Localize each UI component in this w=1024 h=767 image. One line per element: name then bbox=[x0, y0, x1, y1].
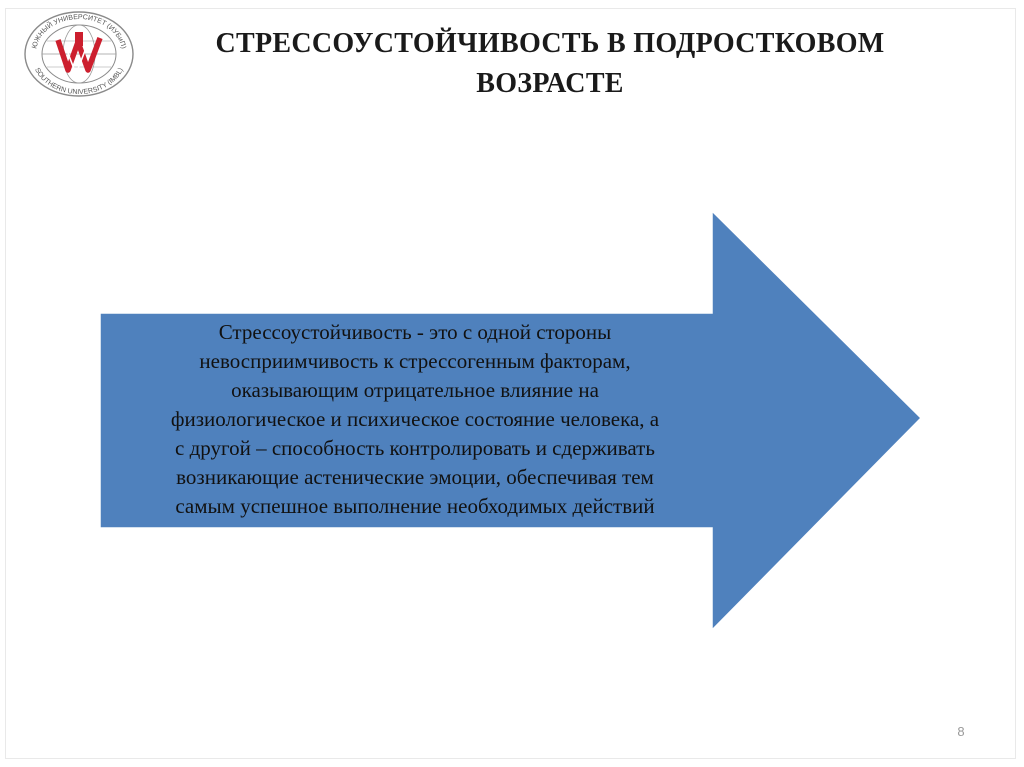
definition-line-6: возникающие астенические эмоции, обеспечивая тем bbox=[176, 465, 654, 489]
page-number: 8 bbox=[957, 724, 965, 739]
definition-line-5: с другой – способность контролировать и сдерживать bbox=[175, 436, 655, 460]
definition-text bbox=[130, 318, 700, 521]
slide-title-line-2: ВОЗРАСТЕ bbox=[476, 68, 624, 99]
slide-title-line-1: СТРЕССОУСТОЙЧИВОСТЬ В ПОДРОСТКОВОМ bbox=[215, 28, 885, 59]
logo-ring-text-bottom: SOUTHERN UNIVERSITY (IMBL) bbox=[33, 66, 125, 97]
definition-line-7: самым успешное выполнение необходимых действий bbox=[175, 494, 655, 518]
definition-line-1: Стрессоустойчивость - это с одной стороны bbox=[218, 320, 612, 344]
definition-line-3: оказывающим отрицательное влияние на bbox=[231, 378, 599, 402]
logo-ring-text-top: ЮЖНЫЙ УНИВЕРСИТЕТ (ИУБиП) bbox=[31, 13, 127, 50]
definition-line-2: невосприимчивость к стрессогенным факторам, bbox=[199, 349, 631, 373]
definition-line-4: физиологическое и психическое состояние человека, а bbox=[170, 407, 660, 431]
